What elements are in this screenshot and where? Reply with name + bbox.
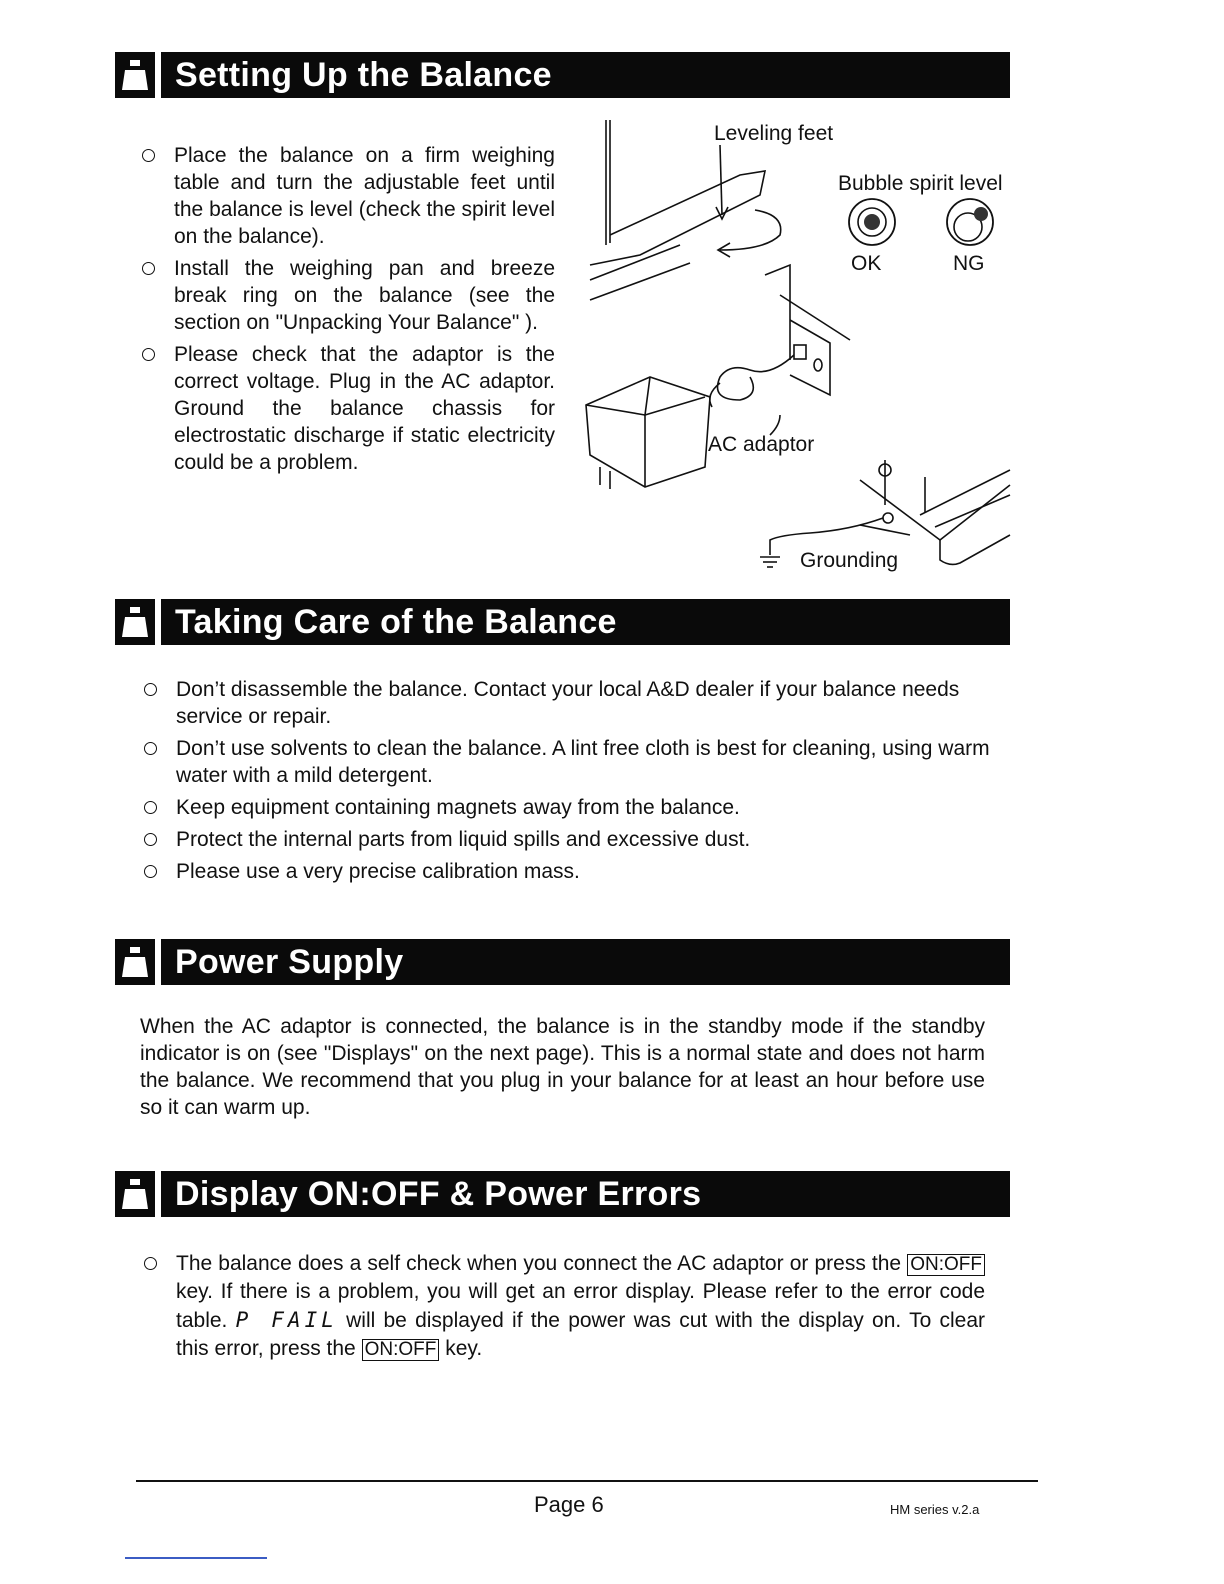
spirit-level-ok-icon [849,199,895,245]
display-list [142,1250,985,1363]
section-title: Taking Care of the Balance [161,599,1010,645]
blue-divider [125,1557,267,1559]
list-item: Install the weighing pan and breeze break ring on the balance (see the section on "Unpacking Your Balance" ). [140,255,555,336]
section-header-display [115,1169,1010,1219]
weight-icon [115,599,155,645]
label-bubble-spirit-level: Bubble spirit level [838,172,1003,195]
bullet-circle-icon [144,865,157,878]
bullet-circle-icon [142,149,155,162]
section-title: Power Supply [161,939,1010,985]
bullet-circle-icon [144,742,157,755]
section-header-setup [115,50,1010,100]
spirit-level-ng-icon [947,199,993,245]
care-list [142,676,992,885]
bullet-circle-icon [144,1257,157,1270]
bullet-circle-icon [144,833,157,846]
section-header-care [115,597,1010,647]
weight-icon [115,939,155,985]
power-paragraph: When the AC adaptor is connected, the balance is in the standby mode if the standby indicator is on (see "Displays" on the next page). This is a normal state and does not harm the balance. We recommend that you plug in your balance for at least an hour before use so it can warm up. [140,1015,985,1119]
label-ng: NG [953,252,985,275]
weight-icon [115,52,155,98]
version-label: HM series v.2.a [890,1502,980,1517]
section-title: Setting Up the Balance [161,52,1010,98]
section-title: Display ON:OFF & Power Errors [161,1171,1010,1217]
bullet-circle-icon [142,262,155,275]
list-item: Don’t use solvents to clean the balance. A lint free cloth is best for cleaning, using warm water with a mild detergent. [142,735,992,789]
list-item: Keep equipment containing magnets away from the balance. [142,794,992,821]
on-off-key: ON:OFF [362,1339,440,1361]
on-off-key: ON:OFF [907,1254,985,1276]
label-ok: OK [851,252,882,275]
error-code-display: P FAIL [235,1308,338,1332]
list-item: Protect the internal parts from liquid spills and excessive dust. [142,826,992,853]
list-item: Please use a very precise calibration mass. [142,858,992,885]
bullet-circle-icon [142,348,155,361]
list-item: Don’t disassemble the balance. Contact your local A&D dealer if your balance needs service or repair. [142,676,992,730]
setup-list [140,142,555,476]
list-item: The balance does a self check when you connect the AC adaptor or press the ON:OFF key. If there is a problem, you will get an error display. Please refer to the error code table. P FAIL will be displayed if the power was cut with the display on. To clear this error, press the ON:OFF key. [142,1250,985,1363]
bullet-circle-icon [144,683,157,696]
label-grounding: Grounding [800,549,899,572]
page-number: Page 6 [534,1492,604,1517]
list-item: Please check that the adaptor is the correct voltage. Plug in the AC adaptor. Ground the balance chassis for electrostatic discharge if static electricity could be a problem. [140,341,555,476]
setup-diagram [580,115,1020,580]
footer-divider [136,1480,1038,1482]
label-ac-adaptor: AC adaptor [708,433,815,456]
section-header-power [115,937,1010,987]
weight-icon [115,1171,155,1217]
label-leveling-feet: Leveling feet [714,122,834,145]
bullet-circle-icon [144,801,157,814]
list-item: Place the balance on a firm weighing table and turn the adjustable feet until the balance is level (check the spirit level on the balance). [140,142,555,250]
